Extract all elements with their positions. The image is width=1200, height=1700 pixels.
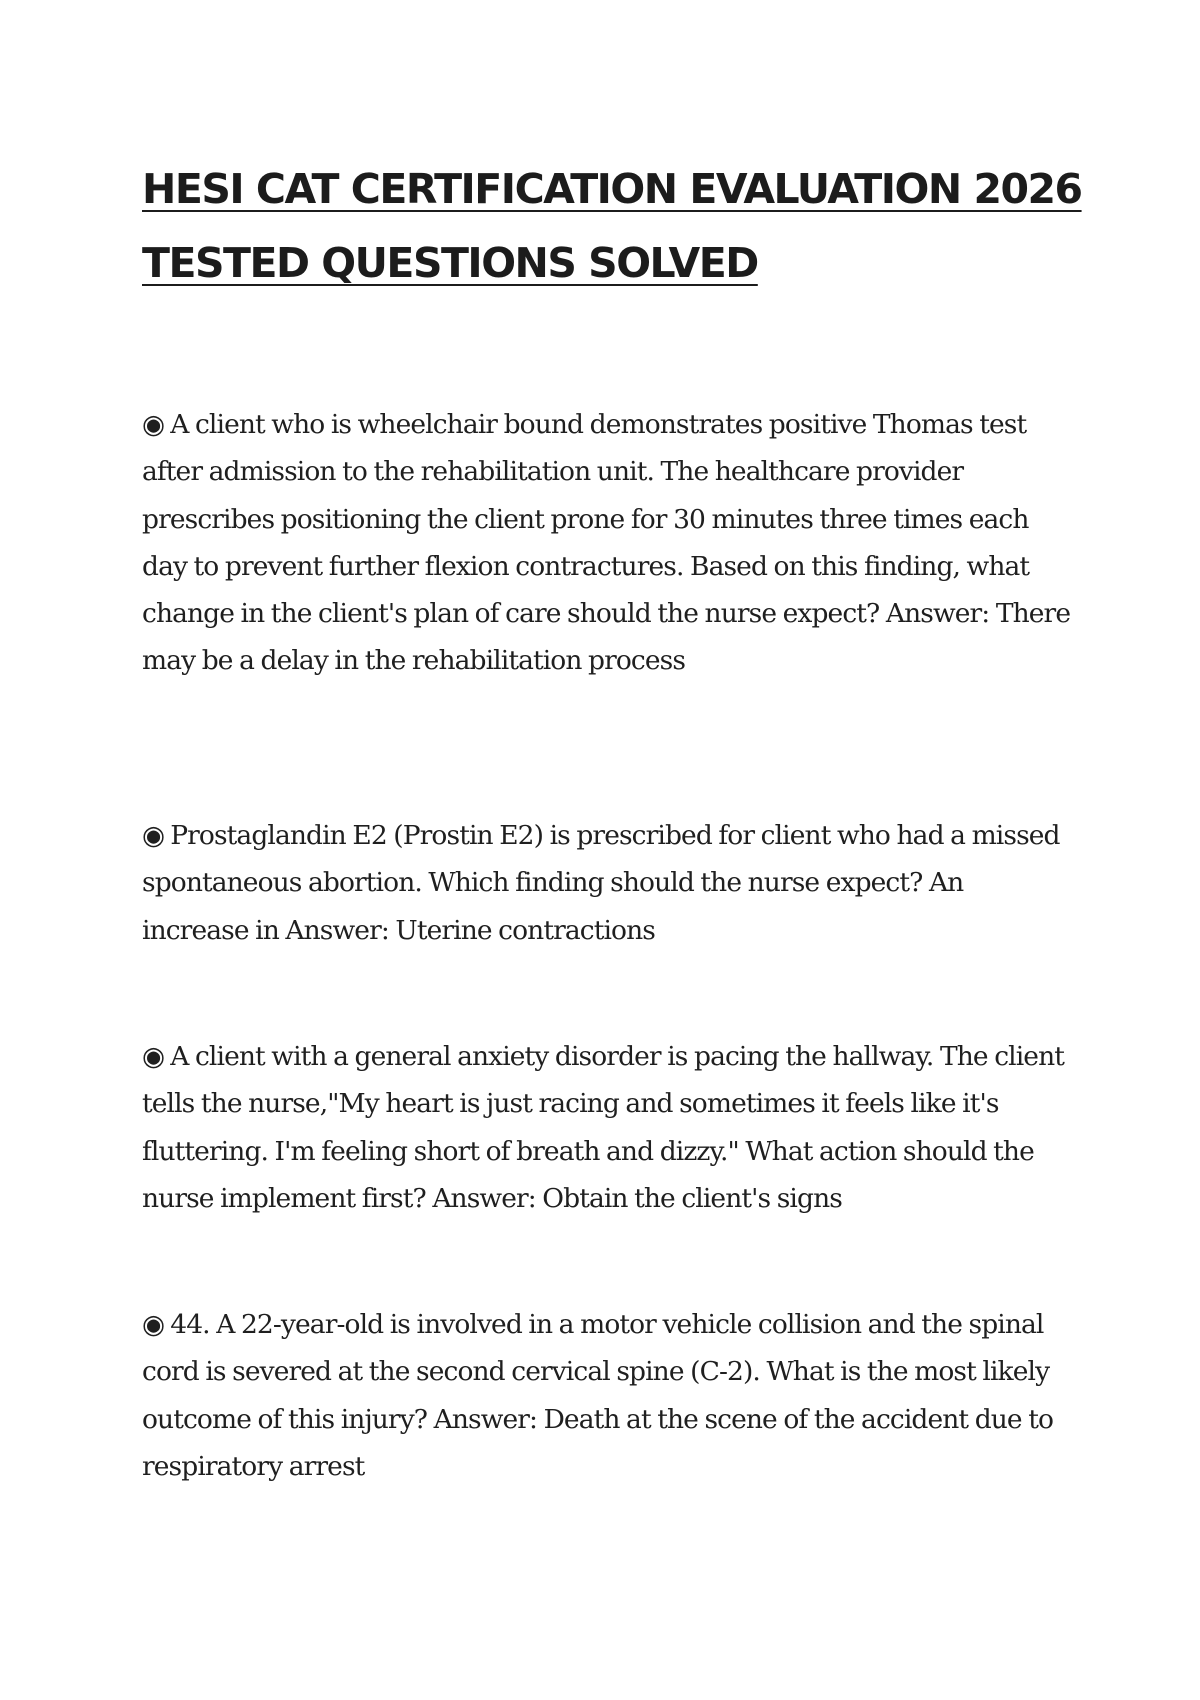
radio-bullet-icon: ◉ xyxy=(142,409,165,440)
question-item-2 xyxy=(142,812,1072,954)
title-line-2: TESTED QUESTIONS SOLVED xyxy=(142,239,758,287)
question-text-1: A client who is wheelchair bound demonstrates positive Thomas test after admission to the rehabilitation unit. The healthcare provider prescribes positioning the client prone for 30 minutes three times each day to prevent further flexion contractures. Based on this finding, what change in the client's plan of care should the nurse expect? Answer: There may be a delay in the rehabilitation process xyxy=(142,409,1071,677)
question-text-4: 44. A 22-year-old is involved in a motor vehicle collision and the spinal cord is severed at the second cervical spine (C-2). What is the most likely outcome of this injury? Answer: Death at the scene of the accident due to respiratory arrest xyxy=(142,1309,1054,1482)
page-title xyxy=(142,152,1082,300)
title-line-1: HESI CAT CERTIFICATION EVALUATION 2026 xyxy=(142,165,1082,213)
question-item-3 xyxy=(142,1033,1072,1222)
radio-bullet-icon: ◉ xyxy=(142,1309,165,1340)
question-text-3: A client with a general anxiety disorder is pacing the hallway. The client tells the nurse,"My heart is just racing and sometimes it feels like it's fluttering. I'm feeling short of breath and dizzy." What action should the nurse implement first? Answer: Obtain the client's signs xyxy=(142,1041,1064,1214)
question-item-1 xyxy=(142,401,1072,685)
radio-bullet-icon: ◉ xyxy=(142,820,165,851)
radio-bullet-icon: ◉ xyxy=(142,1041,165,1072)
question-item-4 xyxy=(142,1301,1072,1490)
question-text-2: Prostaglandin E2 (Prostin E2) is prescribed for client who had a missed spontaneous abortion. Which finding should the nurse expect? An increase in Answer: Uterine contractions xyxy=(142,820,1060,946)
